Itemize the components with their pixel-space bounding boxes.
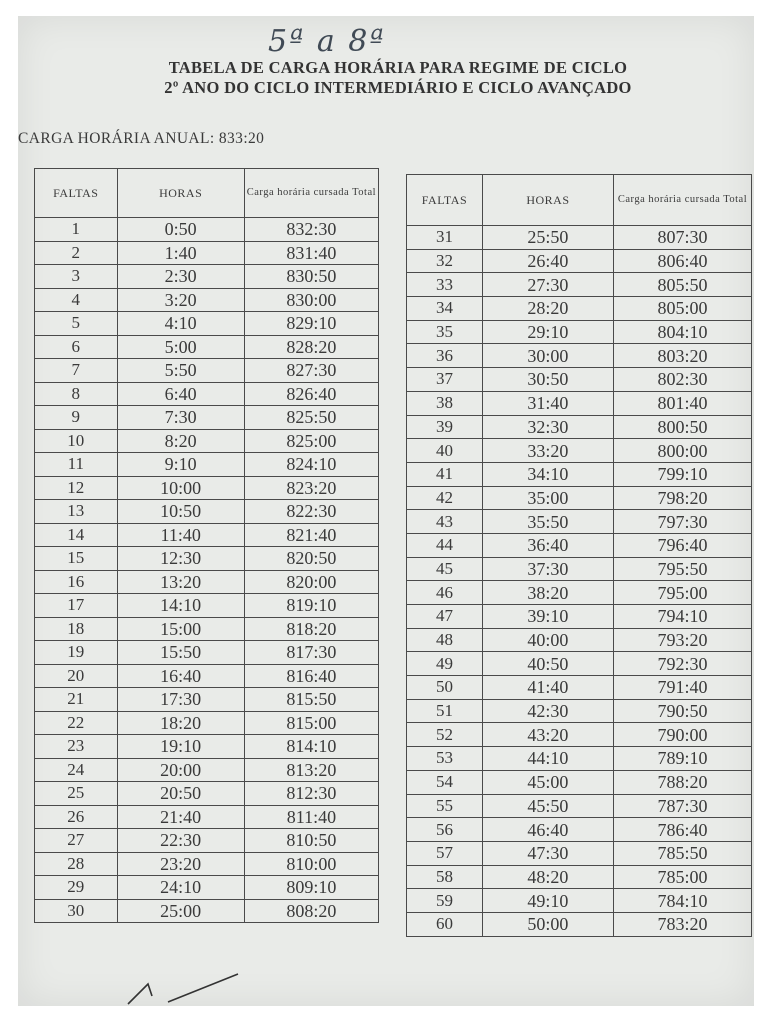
table-row [407, 462, 752, 486]
table-row [35, 500, 379, 524]
table-row [407, 723, 752, 747]
cell-horas: 23:20 [117, 852, 244, 876]
cell-horas: 33:20 [482, 439, 613, 463]
cell-total: 792:30 [613, 652, 751, 676]
cell-horas: 49:10 [482, 889, 613, 913]
cell-total: 821:40 [244, 523, 378, 547]
cell-faltas: 56 [407, 818, 483, 842]
cell-faltas: 45 [407, 557, 483, 581]
cell-horas: 25:50 [482, 226, 613, 250]
cell-total: 784:10 [613, 889, 751, 913]
cell-horas: 35:00 [482, 486, 613, 510]
table-row [407, 628, 752, 652]
cell-faltas: 36 [407, 344, 483, 368]
cell-faltas: 27 [35, 829, 118, 853]
cell-horas: 6:40 [117, 382, 244, 406]
cell-horas: 13:20 [117, 570, 244, 594]
cell-horas: 46:40 [482, 818, 613, 842]
cell-total: 825:50 [244, 406, 378, 430]
cell-horas: 30:50 [482, 368, 613, 392]
table-row [407, 533, 752, 557]
cell-horas: 17:30 [117, 688, 244, 712]
cell-total: 802:30 [613, 368, 751, 392]
cell-total: 786:40 [613, 818, 751, 842]
table-row [35, 429, 379, 453]
cell-faltas: 60 [407, 912, 483, 936]
cell-faltas: 11 [35, 453, 118, 477]
cell-horas: 27:30 [482, 273, 613, 297]
table-body-right [407, 226, 752, 937]
cell-horas: 29:10 [482, 320, 613, 344]
cell-total: 798:20 [613, 486, 751, 510]
cell-faltas: 24 [35, 758, 118, 782]
cell-faltas: 7 [35, 359, 118, 383]
table-row [35, 617, 379, 641]
cell-total: 817:30 [244, 641, 378, 665]
cell-total: 810:00 [244, 852, 378, 876]
cell-horas: 42:30 [482, 699, 613, 723]
table-row [35, 406, 379, 430]
table-row [407, 676, 752, 700]
cell-horas: 28:20 [482, 297, 613, 321]
cell-total: 807:30 [613, 226, 751, 250]
cell-faltas: 28 [35, 852, 118, 876]
cell-horas: 11:40 [117, 523, 244, 547]
cell-horas: 30:00 [482, 344, 613, 368]
cell-total: 805:50 [613, 273, 751, 297]
cell-horas: 5:00 [117, 335, 244, 359]
cell-total: 787:30 [613, 794, 751, 818]
table-row [407, 818, 752, 842]
table-row [35, 876, 379, 900]
cell-faltas: 3 [35, 265, 118, 289]
table-row [35, 805, 379, 829]
cell-total: 827:30 [244, 359, 378, 383]
table-row [407, 652, 752, 676]
cell-faltas: 22 [35, 711, 118, 735]
table-header-row [407, 175, 752, 226]
table-row [35, 594, 379, 618]
header-faltas: FALTAS [407, 175, 483, 226]
cell-faltas: 29 [35, 876, 118, 900]
cell-horas: 20:50 [117, 782, 244, 806]
table-row [407, 794, 752, 818]
cell-total: 800:50 [613, 415, 751, 439]
table-row [35, 852, 379, 876]
table-row [407, 273, 752, 297]
cell-horas: 40:50 [482, 652, 613, 676]
cell-faltas: 46 [407, 581, 483, 605]
cell-total: 830:50 [244, 265, 378, 289]
cell-faltas: 1 [35, 218, 118, 242]
table-row [407, 605, 752, 629]
table-row [35, 570, 379, 594]
table-row [35, 758, 379, 782]
cell-horas: 47:30 [482, 841, 613, 865]
cell-total: 829:10 [244, 312, 378, 336]
cell-total: 815:50 [244, 688, 378, 712]
cell-total: 795:00 [613, 581, 751, 605]
cell-total: 804:10 [613, 320, 751, 344]
cell-total: 822:30 [244, 500, 378, 524]
document-page [18, 16, 754, 1006]
cell-total: 789:10 [613, 747, 751, 771]
cell-total: 819:10 [244, 594, 378, 618]
table-row [35, 359, 379, 383]
cell-total: 793:20 [613, 628, 751, 652]
table-row [35, 899, 379, 923]
table-row [35, 641, 379, 665]
cell-faltas: 26 [35, 805, 118, 829]
cell-total: 812:30 [244, 782, 378, 806]
cell-faltas: 37 [407, 368, 483, 392]
hours-table-right [406, 174, 752, 937]
cell-faltas: 9 [35, 406, 118, 430]
cell-horas: 38:20 [482, 581, 613, 605]
cell-total: 785:00 [613, 865, 751, 889]
cell-horas: 8:20 [117, 429, 244, 453]
cell-faltas: 20 [35, 664, 118, 688]
table-header-row [35, 169, 379, 218]
cell-horas: 10:50 [117, 500, 244, 524]
cell-total: 826:40 [244, 382, 378, 406]
cell-horas: 10:00 [117, 476, 244, 500]
cell-horas: 9:10 [117, 453, 244, 477]
cell-total: 805:00 [613, 297, 751, 321]
cell-horas: 39:10 [482, 605, 613, 629]
cell-faltas: 33 [407, 273, 483, 297]
cell-horas: 14:10 [117, 594, 244, 618]
table-row [407, 510, 752, 534]
cell-total: 790:00 [613, 723, 751, 747]
table-row [35, 312, 379, 336]
table-row [35, 735, 379, 759]
cell-faltas: 31 [407, 226, 483, 250]
cell-horas: 2:30 [117, 265, 244, 289]
cell-total: 810:50 [244, 829, 378, 853]
annual-load: CARGA HORÁRIA ANUAL: 833:20 [18, 130, 265, 147]
table-row [407, 297, 752, 321]
table-row [407, 747, 752, 771]
cell-horas: 25:00 [117, 899, 244, 923]
cell-faltas: 44 [407, 533, 483, 557]
cell-faltas: 25 [35, 782, 118, 806]
table-row [35, 711, 379, 735]
header-total: Carga horária cursada Total [613, 175, 751, 226]
header-faltas: FALTAS [35, 169, 118, 218]
table-row [407, 486, 752, 510]
table-row [407, 320, 752, 344]
table-row [407, 581, 752, 605]
cell-total: 818:20 [244, 617, 378, 641]
cell-horas: 18:20 [117, 711, 244, 735]
cell-horas: 15:50 [117, 641, 244, 665]
cell-faltas: 59 [407, 889, 483, 913]
cell-faltas: 57 [407, 841, 483, 865]
cell-faltas: 54 [407, 770, 483, 794]
table-row [407, 557, 752, 581]
table-row [407, 841, 752, 865]
table-row [407, 415, 752, 439]
cell-horas: 3:20 [117, 288, 244, 312]
cell-faltas: 40 [407, 439, 483, 463]
table-row [407, 439, 752, 463]
table-row [35, 782, 379, 806]
cell-total: 809:10 [244, 876, 378, 900]
cell-total: 794:10 [613, 605, 751, 629]
cell-faltas: 4 [35, 288, 118, 312]
cell-total: 795:50 [613, 557, 751, 581]
cell-horas: 15:00 [117, 617, 244, 641]
cell-faltas: 23 [35, 735, 118, 759]
title-line-2: 2º ANO DO CICLO INTERMEDIÁRIO E CICLO AVANÇADO [164, 78, 632, 97]
table-row [35, 288, 379, 312]
cell-faltas: 47 [407, 605, 483, 629]
cell-horas: 26:40 [482, 249, 613, 273]
cell-total: 803:20 [613, 344, 751, 368]
cell-faltas: 34 [407, 297, 483, 321]
cell-horas: 45:00 [482, 770, 613, 794]
cell-total: 790:50 [613, 699, 751, 723]
table-row [35, 547, 379, 571]
cell-total: 797:30 [613, 510, 751, 534]
cell-faltas: 35 [407, 320, 483, 344]
cell-total: 808:20 [244, 899, 378, 923]
cell-faltas: 19 [35, 641, 118, 665]
table-row [35, 265, 379, 289]
table-row [35, 523, 379, 547]
cell-faltas: 30 [35, 899, 118, 923]
cell-faltas: 41 [407, 462, 483, 486]
header-horas: HORAS [117, 169, 244, 218]
header-total: Carga horária cursada Total [244, 169, 378, 218]
cell-total: 783:20 [613, 912, 751, 936]
cell-horas: 34:10 [482, 462, 613, 486]
cell-horas: 36:40 [482, 533, 613, 557]
cell-faltas: 49 [407, 652, 483, 676]
cell-horas: 12:30 [117, 547, 244, 571]
header-horas: HORAS [482, 175, 613, 226]
cell-horas: 5:50 [117, 359, 244, 383]
cell-total: 800:00 [613, 439, 751, 463]
cell-faltas: 55 [407, 794, 483, 818]
cell-horas: 21:40 [117, 805, 244, 829]
cell-total: 814:10 [244, 735, 378, 759]
cell-horas: 44:10 [482, 747, 613, 771]
title-line-1: TABELA DE CARGA HORÁRIA PARA REGIME DE CICLO [168, 58, 628, 77]
signature-scribble [118, 966, 278, 1006]
handwritten-note: 5ª a 8ª [268, 24, 386, 59]
cell-faltas: 42 [407, 486, 483, 510]
cell-faltas: 17 [35, 594, 118, 618]
cell-horas: 16:40 [117, 664, 244, 688]
cell-total: 791:40 [613, 676, 751, 700]
cell-horas: 7:30 [117, 406, 244, 430]
cell-total: 788:20 [613, 770, 751, 794]
cell-faltas: 52 [407, 723, 483, 747]
cell-faltas: 48 [407, 628, 483, 652]
table-row [35, 335, 379, 359]
cell-horas: 45:50 [482, 794, 613, 818]
cell-faltas: 8 [35, 382, 118, 406]
cell-faltas: 50 [407, 676, 483, 700]
cell-total: 825:00 [244, 429, 378, 453]
hours-table-left [34, 168, 379, 923]
cell-horas: 24:10 [117, 876, 244, 900]
table-row [407, 226, 752, 250]
table-row [407, 391, 752, 415]
cell-faltas: 15 [35, 547, 118, 571]
cell-horas: 22:30 [117, 829, 244, 853]
cell-faltas: 51 [407, 699, 483, 723]
cell-total: 824:10 [244, 453, 378, 477]
cell-horas: 4:10 [117, 312, 244, 336]
cell-horas: 40:00 [482, 628, 613, 652]
cell-total: 820:00 [244, 570, 378, 594]
cell-horas: 50:00 [482, 912, 613, 936]
cell-total: 801:40 [613, 391, 751, 415]
cell-faltas: 43 [407, 510, 483, 534]
cell-total: 799:10 [613, 462, 751, 486]
table-row [407, 865, 752, 889]
cell-horas: 37:30 [482, 557, 613, 581]
cell-faltas: 2 [35, 241, 118, 265]
cell-horas: 0:50 [117, 218, 244, 242]
cell-faltas: 5 [35, 312, 118, 336]
cell-total: 785:50 [613, 841, 751, 865]
cell-total: 831:40 [244, 241, 378, 265]
table-row [35, 829, 379, 853]
cell-horas: 43:20 [482, 723, 613, 747]
table-row [407, 249, 752, 273]
table-body-left [35, 218, 379, 923]
cell-total: 832:30 [244, 218, 378, 242]
table-row [35, 382, 379, 406]
cell-total: 813:20 [244, 758, 378, 782]
cell-horas: 41:40 [482, 676, 613, 700]
cell-horas: 48:20 [482, 865, 613, 889]
table-row [407, 699, 752, 723]
table-row [35, 241, 379, 265]
cell-faltas: 16 [35, 570, 118, 594]
table-row [35, 218, 379, 242]
cell-faltas: 18 [35, 617, 118, 641]
cell-total: 796:40 [613, 533, 751, 557]
cell-faltas: 10 [35, 429, 118, 453]
cell-faltas: 58 [407, 865, 483, 889]
cell-total: 820:50 [244, 547, 378, 571]
cell-total: 828:20 [244, 335, 378, 359]
cell-total: 823:20 [244, 476, 378, 500]
cell-horas: 1:40 [117, 241, 244, 265]
table-row [407, 912, 752, 936]
cell-faltas: 21 [35, 688, 118, 712]
cell-horas: 19:10 [117, 735, 244, 759]
cell-horas: 20:00 [117, 758, 244, 782]
cell-faltas: 53 [407, 747, 483, 771]
table-row [35, 476, 379, 500]
table-row [407, 368, 752, 392]
cell-faltas: 14 [35, 523, 118, 547]
cell-total: 815:00 [244, 711, 378, 735]
cell-faltas: 13 [35, 500, 118, 524]
document-title [78, 58, 718, 98]
table-row [35, 664, 379, 688]
cell-total: 811:40 [244, 805, 378, 829]
cell-horas: 31:40 [482, 391, 613, 415]
table-row [407, 770, 752, 794]
cell-faltas: 39 [407, 415, 483, 439]
table-row [35, 688, 379, 712]
cell-faltas: 38 [407, 391, 483, 415]
cell-faltas: 32 [407, 249, 483, 273]
cell-total: 806:40 [613, 249, 751, 273]
cell-horas: 32:30 [482, 415, 613, 439]
table-row [35, 453, 379, 477]
table-row [407, 344, 752, 368]
cell-total: 830:00 [244, 288, 378, 312]
cell-horas: 35:50 [482, 510, 613, 534]
cell-total: 816:40 [244, 664, 378, 688]
table-row [407, 889, 752, 913]
cell-faltas: 6 [35, 335, 118, 359]
cell-faltas: 12 [35, 476, 118, 500]
